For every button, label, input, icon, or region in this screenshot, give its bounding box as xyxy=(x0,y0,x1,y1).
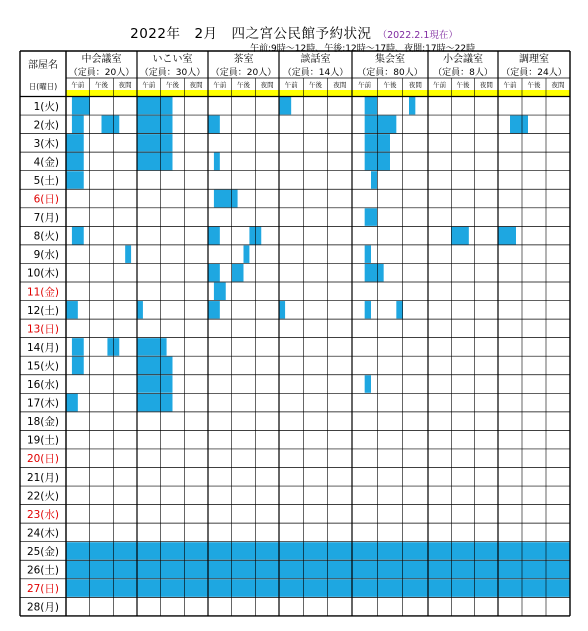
booked-slot xyxy=(137,579,208,597)
booked-slot xyxy=(137,153,173,171)
booked-slot xyxy=(365,208,378,226)
hour-strip xyxy=(498,90,570,97)
hour-strip xyxy=(428,90,498,97)
room-capacity: （定員：8人） xyxy=(433,68,493,78)
as-of-date: （2022.2.1現在） xyxy=(377,30,458,41)
day-label: 23(水) xyxy=(26,508,59,521)
booked-slot xyxy=(125,245,131,263)
period-label: 夜間 xyxy=(333,81,347,89)
period-label: 午後 xyxy=(383,81,397,89)
booked-slot xyxy=(66,561,137,579)
period-label: 午前 xyxy=(284,81,298,89)
booked-slot xyxy=(72,116,84,134)
day-label: 27(日) xyxy=(26,583,59,596)
day-label: 10(木) xyxy=(26,267,59,280)
booked-slot xyxy=(279,561,352,579)
period-label: 午前 xyxy=(142,81,156,89)
booked-slot xyxy=(498,227,516,245)
booked-slot xyxy=(428,561,498,579)
corner-label: 部屋名 xyxy=(28,60,58,71)
day-label: 8(火) xyxy=(33,230,59,243)
period-label: 午後 xyxy=(95,81,108,89)
booked-slot xyxy=(352,542,428,560)
booked-slot xyxy=(352,561,428,579)
period-label: 夜間 xyxy=(551,81,565,89)
room-name: 集会室 xyxy=(375,54,405,65)
booked-slot xyxy=(396,301,402,319)
period-label: 午後 xyxy=(309,81,322,89)
period-label: 夜間 xyxy=(479,81,493,89)
booked-slot xyxy=(279,579,352,597)
day-label: 12(土) xyxy=(26,304,59,317)
period-label: 午前 xyxy=(503,81,517,89)
day-label: 4(金) xyxy=(33,156,59,169)
booked-slot xyxy=(279,542,352,560)
booked-slot xyxy=(137,357,173,375)
day-label: 15(火) xyxy=(26,360,59,373)
booked-slot xyxy=(244,245,250,263)
hour-strip xyxy=(279,90,352,97)
hour-strip xyxy=(66,90,137,97)
title-text: 2022年 2月 四之宮公民館予約状況 xyxy=(130,26,372,42)
booked-slot xyxy=(352,579,428,597)
booked-slot xyxy=(498,542,570,560)
booked-slot xyxy=(66,301,78,319)
booked-slot xyxy=(214,190,238,208)
booked-slot xyxy=(279,301,285,319)
booked-slot xyxy=(365,375,371,393)
booked-slot xyxy=(137,301,143,319)
period-label: 夜間 xyxy=(260,81,274,89)
room-name: いこい室 xyxy=(152,54,193,65)
booked-slot xyxy=(510,116,528,134)
booked-slot xyxy=(208,264,220,282)
room-capacity: （定員：20人） xyxy=(210,68,277,78)
day-label: 16(水) xyxy=(26,379,59,392)
period-label: 午前 xyxy=(433,81,447,89)
period-label: 午前 xyxy=(71,81,85,89)
booked-slot xyxy=(498,579,570,597)
booked-slot xyxy=(428,542,498,560)
day-label: 3(木) xyxy=(33,137,59,150)
period-label: 午後 xyxy=(527,81,541,89)
day-label: 1(火) xyxy=(33,100,59,113)
period-label: 午後 xyxy=(456,81,470,89)
period-label: 夜間 xyxy=(408,81,422,89)
booked-slot xyxy=(365,245,371,263)
booked-slot xyxy=(137,116,173,134)
booked-slot xyxy=(66,579,137,597)
hour-strip xyxy=(137,90,208,97)
period-label: 午後 xyxy=(237,81,250,89)
booked-slot xyxy=(72,338,84,356)
room-name: 茶室 xyxy=(233,54,254,65)
period-label: 午前 xyxy=(358,81,372,89)
room-capacity: （定員：80人） xyxy=(357,68,423,78)
booked-slot xyxy=(66,153,84,171)
day-label: 19(土) xyxy=(26,434,59,447)
booked-slot xyxy=(451,227,469,245)
day-label: 11(金) xyxy=(26,286,59,299)
room-capacity: （定員：30人） xyxy=(139,68,206,78)
booked-slot xyxy=(279,97,291,115)
booked-slot xyxy=(409,97,415,115)
booked-slot xyxy=(232,264,244,282)
booked-slot xyxy=(137,375,173,393)
day-label: 13(日) xyxy=(26,323,59,336)
hour-strip xyxy=(352,90,428,97)
booked-slot xyxy=(365,301,371,319)
room-name: 談話室 xyxy=(300,54,331,65)
day-label: 5(土) xyxy=(33,174,59,187)
day-label: 28(月) xyxy=(26,601,59,614)
booked-slot xyxy=(137,338,167,356)
booked-slot xyxy=(66,542,137,560)
booked-slot xyxy=(137,561,208,579)
day-label: 20(日) xyxy=(26,453,59,466)
booked-slot xyxy=(102,116,120,134)
room-capacity: （定員：20人） xyxy=(68,68,135,78)
room-name: 中会議室 xyxy=(81,54,122,65)
booked-slot xyxy=(365,97,378,115)
day-label: 17(木) xyxy=(26,397,59,410)
room-name: 調理室 xyxy=(519,54,549,65)
booked-slot xyxy=(208,542,279,560)
booked-slot xyxy=(137,394,173,412)
booked-slot xyxy=(66,134,84,152)
period-label: 夜間 xyxy=(189,81,203,89)
day-label: 25(金) xyxy=(26,545,59,558)
booked-slot xyxy=(498,561,570,579)
day-label: 18(金) xyxy=(26,416,59,429)
booked-slot xyxy=(137,134,173,152)
booked-slot xyxy=(428,579,498,597)
room-name: 小会議室 xyxy=(443,54,483,65)
booked-slot xyxy=(208,561,279,579)
booked-slot xyxy=(208,227,220,245)
day-label: 6(日) xyxy=(33,193,59,206)
booked-slot xyxy=(214,283,226,301)
booked-slot xyxy=(214,153,220,171)
booked-slot xyxy=(208,579,279,597)
booked-slot xyxy=(137,542,208,560)
booked-slot xyxy=(371,171,377,189)
booked-slot xyxy=(72,97,90,115)
room-capacity: （定員：14人） xyxy=(282,68,349,78)
booked-slot xyxy=(208,301,220,319)
booked-slot xyxy=(72,357,84,375)
day-label: 9(水) xyxy=(33,249,59,262)
period-label: 午前 xyxy=(213,81,227,89)
period-label: 夜間 xyxy=(118,81,132,89)
booked-slot xyxy=(365,264,384,282)
period-label: 午後 xyxy=(166,81,179,89)
booked-slot xyxy=(365,116,397,134)
day-label: 21(月) xyxy=(26,471,59,484)
day-label: 22(火) xyxy=(26,490,59,503)
corner-sublabel: 日(曜日) xyxy=(28,82,58,91)
room-capacity: （定員：24人） xyxy=(501,68,567,78)
day-label: 26(土) xyxy=(26,564,59,577)
day-label: 2(水) xyxy=(33,119,59,132)
booked-slot xyxy=(66,394,78,412)
day-label: 14(月) xyxy=(26,341,59,354)
hour-strip xyxy=(208,90,279,97)
booked-slot xyxy=(72,227,84,245)
day-label: 7(月) xyxy=(33,212,59,225)
booked-slot xyxy=(208,116,220,134)
day-label: 24(木) xyxy=(26,527,59,540)
time-slot-legend: 午前:9時～12時、午後:12時～17時、夜間:17時～22時 xyxy=(250,44,476,54)
booked-slot xyxy=(137,97,173,115)
booked-slot xyxy=(66,171,84,189)
